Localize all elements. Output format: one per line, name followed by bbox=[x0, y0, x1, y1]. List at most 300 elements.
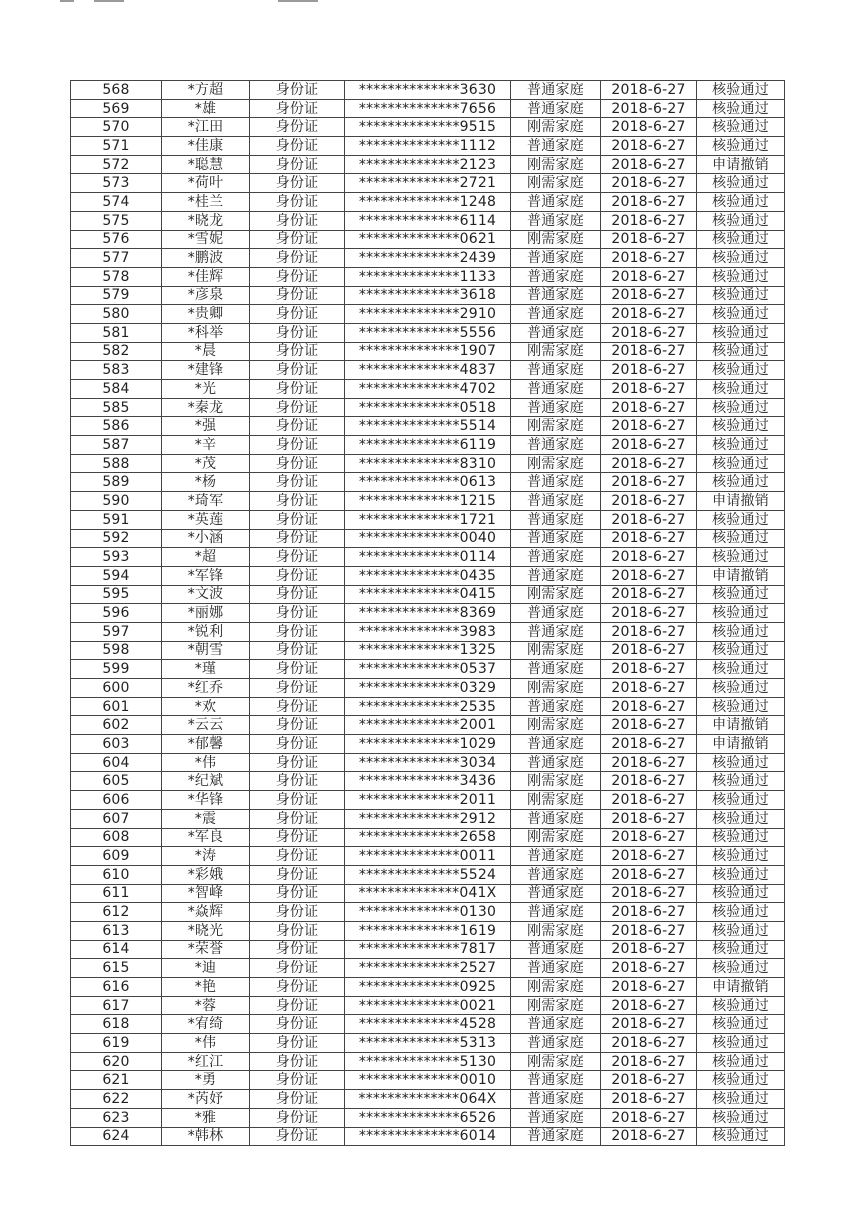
household-category-cell: 普通家庭 bbox=[511, 529, 601, 548]
id-number-cell: **************2721 bbox=[345, 174, 511, 193]
id-type-cell: 身份证 bbox=[250, 772, 345, 791]
id-type-cell: 身份证 bbox=[250, 940, 345, 959]
row-number-cell: 573 bbox=[71, 174, 162, 193]
applicant-name-cell: *伟 bbox=[162, 753, 250, 772]
status-cell: 申请撤销 bbox=[697, 735, 785, 754]
status-cell: 核验通过 bbox=[697, 249, 785, 268]
status-cell: 核验通过 bbox=[697, 305, 785, 324]
applicant-name-cell: *雄 bbox=[162, 99, 250, 118]
table-row bbox=[71, 884, 785, 903]
row-number-cell: 613 bbox=[71, 921, 162, 940]
status-cell: 核验通过 bbox=[697, 436, 785, 455]
table-row bbox=[71, 1108, 785, 1127]
household-category-cell: 普通家庭 bbox=[511, 1108, 601, 1127]
status-cell: 核验通过 bbox=[697, 585, 785, 604]
table-row bbox=[71, 436, 785, 455]
status-cell: 核验通过 bbox=[697, 865, 785, 884]
status-cell: 核验通过 bbox=[697, 791, 785, 810]
table-row bbox=[71, 772, 785, 791]
date-cell: 2018-6-27 bbox=[601, 772, 697, 791]
applicant-name-cell: *彩娥 bbox=[162, 865, 250, 884]
table-row bbox=[71, 81, 785, 100]
table-row bbox=[71, 679, 785, 698]
row-number-cell: 598 bbox=[71, 641, 162, 660]
household-category-cell: 刚需家庭 bbox=[511, 641, 601, 660]
applicant-name-cell: *建锋 bbox=[162, 361, 250, 380]
date-cell: 2018-6-27 bbox=[601, 940, 697, 959]
id-number-cell: **************0114 bbox=[345, 548, 511, 567]
household-category-cell: 普通家庭 bbox=[511, 809, 601, 828]
table-row bbox=[71, 118, 785, 137]
date-cell: 2018-6-27 bbox=[601, 99, 697, 118]
id-type-cell: 身份证 bbox=[250, 865, 345, 884]
id-number-cell: **************1133 bbox=[345, 267, 511, 286]
date-cell: 2018-6-27 bbox=[601, 622, 697, 641]
id-number-cell: **************1907 bbox=[345, 342, 511, 361]
status-cell: 核验通过 bbox=[697, 548, 785, 567]
id-number-cell: **************3436 bbox=[345, 772, 511, 791]
date-cell: 2018-6-27 bbox=[601, 847, 697, 866]
row-number-cell: 577 bbox=[71, 249, 162, 268]
household-category-cell: 普通家庭 bbox=[511, 1034, 601, 1053]
date-cell: 2018-6-27 bbox=[601, 1071, 697, 1090]
row-number-cell: 604 bbox=[71, 753, 162, 772]
household-category-cell: 普通家庭 bbox=[511, 1071, 601, 1090]
date-cell: 2018-6-27 bbox=[601, 155, 697, 174]
status-cell: 核验通过 bbox=[697, 193, 785, 212]
date-cell: 2018-6-27 bbox=[601, 548, 697, 567]
date-cell: 2018-6-27 bbox=[601, 473, 697, 492]
id-type-cell: 身份证 bbox=[250, 1034, 345, 1053]
row-number-cell: 571 bbox=[71, 137, 162, 156]
row-number-cell: 615 bbox=[71, 959, 162, 978]
applicant-name-cell: *红江 bbox=[162, 1052, 250, 1071]
table-row bbox=[71, 1090, 785, 1109]
table-row bbox=[71, 697, 785, 716]
table-row bbox=[71, 809, 785, 828]
table-row bbox=[71, 921, 785, 940]
date-cell: 2018-6-27 bbox=[601, 753, 697, 772]
household-category-cell: 刚需家庭 bbox=[511, 585, 601, 604]
applicant-name-cell: *欢 bbox=[162, 697, 250, 716]
date-cell: 2018-6-27 bbox=[601, 903, 697, 922]
applicant-name-cell: *晓龙 bbox=[162, 211, 250, 230]
status-cell: 核验通过 bbox=[697, 417, 785, 436]
applicant-name-cell: *方超 bbox=[162, 81, 250, 100]
id-number-cell: **************2535 bbox=[345, 697, 511, 716]
id-type-cell: 身份证 bbox=[250, 735, 345, 754]
table-row bbox=[71, 716, 785, 735]
household-category-cell: 普通家庭 bbox=[511, 735, 601, 754]
applicant-name-cell: *彦泉 bbox=[162, 286, 250, 305]
household-category-cell: 普通家庭 bbox=[511, 697, 601, 716]
status-cell: 核验通过 bbox=[697, 903, 785, 922]
table-row bbox=[71, 323, 785, 342]
row-number-cell: 594 bbox=[71, 566, 162, 585]
row-number-cell: 611 bbox=[71, 884, 162, 903]
id-type-cell: 身份证 bbox=[250, 828, 345, 847]
id-number-cell: **************1619 bbox=[345, 921, 511, 940]
status-cell: 核验通过 bbox=[697, 809, 785, 828]
id-type-cell: 身份证 bbox=[250, 361, 345, 380]
date-cell: 2018-6-27 bbox=[601, 211, 697, 230]
household-category-cell: 普通家庭 bbox=[511, 361, 601, 380]
date-cell: 2018-6-27 bbox=[601, 809, 697, 828]
row-number-cell: 586 bbox=[71, 417, 162, 436]
id-type-cell: 身份证 bbox=[250, 99, 345, 118]
status-cell: 核验通过 bbox=[697, 323, 785, 342]
row-number-cell: 585 bbox=[71, 398, 162, 417]
applicant-name-cell: *雅 bbox=[162, 1108, 250, 1127]
id-type-cell: 身份证 bbox=[250, 174, 345, 193]
id-number-cell: **************1721 bbox=[345, 510, 511, 529]
status-cell: 核验通过 bbox=[697, 267, 785, 286]
id-number-cell: **************2658 bbox=[345, 828, 511, 847]
date-cell: 2018-6-27 bbox=[601, 137, 697, 156]
row-number-cell: 619 bbox=[71, 1034, 162, 1053]
household-category-cell: 刚需家庭 bbox=[511, 118, 601, 137]
row-number-cell: 605 bbox=[71, 772, 162, 791]
applicant-name-cell: *荷叶 bbox=[162, 174, 250, 193]
status-cell: 核验通过 bbox=[697, 641, 785, 660]
id-number-cell: **************0613 bbox=[345, 473, 511, 492]
id-type-cell: 身份证 bbox=[250, 342, 345, 361]
table-row bbox=[71, 473, 785, 492]
date-cell: 2018-6-27 bbox=[601, 323, 697, 342]
household-category-cell: 普通家庭 bbox=[511, 959, 601, 978]
id-number-cell: **************5130 bbox=[345, 1052, 511, 1071]
date-cell: 2018-6-27 bbox=[601, 978, 697, 997]
table-row bbox=[71, 548, 785, 567]
row-number-cell: 601 bbox=[71, 697, 162, 716]
id-type-cell: 身份证 bbox=[250, 585, 345, 604]
id-number-cell: **************041X bbox=[345, 884, 511, 903]
table-row bbox=[71, 529, 785, 548]
row-number-cell: 614 bbox=[71, 940, 162, 959]
row-number-cell: 623 bbox=[71, 1108, 162, 1127]
status-cell: 核验通过 bbox=[697, 137, 785, 156]
id-number-cell: **************1029 bbox=[345, 735, 511, 754]
status-cell: 核验通过 bbox=[697, 1127, 785, 1146]
row-number-cell: 624 bbox=[71, 1127, 162, 1146]
row-number-cell: 597 bbox=[71, 622, 162, 641]
table-row bbox=[71, 137, 785, 156]
row-number-cell: 599 bbox=[71, 660, 162, 679]
applicant-name-cell: *强 bbox=[162, 417, 250, 436]
date-cell: 2018-6-27 bbox=[601, 697, 697, 716]
status-cell: 申请撤销 bbox=[697, 155, 785, 174]
household-category-cell: 普通家庭 bbox=[511, 622, 601, 641]
row-number-cell: 587 bbox=[71, 436, 162, 455]
row-number-cell: 581 bbox=[71, 323, 162, 342]
table-row bbox=[71, 1071, 785, 1090]
date-cell: 2018-6-27 bbox=[601, 1015, 697, 1034]
row-number-cell: 617 bbox=[71, 996, 162, 1015]
table-row bbox=[71, 454, 785, 473]
household-category-cell: 普通家庭 bbox=[511, 249, 601, 268]
table-row bbox=[71, 211, 785, 230]
id-type-cell: 身份证 bbox=[250, 155, 345, 174]
id-type-cell: 身份证 bbox=[250, 211, 345, 230]
date-cell: 2018-6-27 bbox=[601, 380, 697, 399]
applicant-name-cell: *辛 bbox=[162, 436, 250, 455]
id-number-cell: **************6114 bbox=[345, 211, 511, 230]
household-category-cell: 普通家庭 bbox=[511, 193, 601, 212]
id-type-cell: 身份证 bbox=[250, 679, 345, 698]
id-type-cell: 身份证 bbox=[250, 417, 345, 436]
table-row bbox=[71, 735, 785, 754]
household-category-cell: 普通家庭 bbox=[511, 548, 601, 567]
household-category-cell: 普通家庭 bbox=[511, 903, 601, 922]
table-row bbox=[71, 959, 785, 978]
status-cell: 核验通过 bbox=[697, 847, 785, 866]
id-number-cell: **************7656 bbox=[345, 99, 511, 118]
household-category-cell: 普通家庭 bbox=[511, 940, 601, 959]
applicant-name-cell: *蓉 bbox=[162, 996, 250, 1015]
id-type-cell: 身份证 bbox=[250, 978, 345, 997]
id-type-cell: 身份证 bbox=[250, 1090, 345, 1109]
applicant-name-cell: *琦军 bbox=[162, 492, 250, 511]
table-row bbox=[71, 417, 785, 436]
id-type-cell: 身份证 bbox=[250, 1071, 345, 1090]
date-cell: 2018-6-27 bbox=[601, 529, 697, 548]
id-number-cell: **************1248 bbox=[345, 193, 511, 212]
id-type-cell: 身份证 bbox=[250, 492, 345, 511]
id-number-cell: **************0925 bbox=[345, 978, 511, 997]
household-category-cell: 普通家庭 bbox=[511, 1015, 601, 1034]
id-type-cell: 身份证 bbox=[250, 903, 345, 922]
date-cell: 2018-6-27 bbox=[601, 361, 697, 380]
id-number-cell: **************2123 bbox=[345, 155, 511, 174]
status-cell: 核验通过 bbox=[697, 99, 785, 118]
applicant-name-cell: *纪斌 bbox=[162, 772, 250, 791]
id-number-cell: **************064X bbox=[345, 1090, 511, 1109]
table-row bbox=[71, 865, 785, 884]
row-number-cell: 620 bbox=[71, 1052, 162, 1071]
table-row bbox=[71, 230, 785, 249]
date-cell: 2018-6-27 bbox=[601, 828, 697, 847]
date-cell: 2018-6-27 bbox=[601, 305, 697, 324]
table-row bbox=[71, 1052, 785, 1071]
date-cell: 2018-6-27 bbox=[601, 398, 697, 417]
status-cell: 核验通过 bbox=[697, 1071, 785, 1090]
row-number-cell: 580 bbox=[71, 305, 162, 324]
id-number-cell: **************0518 bbox=[345, 398, 511, 417]
date-cell: 2018-6-27 bbox=[601, 660, 697, 679]
household-category-cell: 普通家庭 bbox=[511, 1090, 601, 1109]
applicant-name-cell: *小涵 bbox=[162, 529, 250, 548]
row-number-cell: 616 bbox=[71, 978, 162, 997]
date-cell: 2018-6-27 bbox=[601, 342, 697, 361]
household-category-cell: 刚需家庭 bbox=[511, 155, 601, 174]
id-type-cell: 身份证 bbox=[250, 529, 345, 548]
table-row bbox=[71, 174, 785, 193]
status-cell: 核验通过 bbox=[697, 772, 785, 791]
table-row bbox=[71, 1127, 785, 1146]
id-number-cell: **************0537 bbox=[345, 660, 511, 679]
status-cell: 核验通过 bbox=[697, 884, 785, 903]
status-cell: 核验通过 bbox=[697, 921, 785, 940]
id-number-cell: **************1325 bbox=[345, 641, 511, 660]
records-table-body bbox=[71, 81, 785, 1146]
household-category-cell: 普通家庭 bbox=[511, 884, 601, 903]
date-cell: 2018-6-27 bbox=[601, 1108, 697, 1127]
id-number-cell: **************3034 bbox=[345, 753, 511, 772]
household-category-cell: 普通家庭 bbox=[511, 510, 601, 529]
household-category-cell: 刚需家庭 bbox=[511, 791, 601, 810]
applicant-name-cell: *科举 bbox=[162, 323, 250, 342]
id-number-cell: **************2439 bbox=[345, 249, 511, 268]
id-type-cell: 身份证 bbox=[250, 1052, 345, 1071]
table-row bbox=[71, 828, 785, 847]
id-number-cell: **************2011 bbox=[345, 791, 511, 810]
id-number-cell: **************8310 bbox=[345, 454, 511, 473]
status-cell: 核验通过 bbox=[697, 1034, 785, 1053]
applicant-name-cell: *瑾 bbox=[162, 660, 250, 679]
household-category-cell: 普通家庭 bbox=[511, 380, 601, 399]
status-cell: 核验通过 bbox=[697, 940, 785, 959]
id-type-cell: 身份证 bbox=[250, 1127, 345, 1146]
date-cell: 2018-6-27 bbox=[601, 679, 697, 698]
row-number-cell: 609 bbox=[71, 847, 162, 866]
id-type-cell: 身份证 bbox=[250, 753, 345, 772]
row-number-cell: 589 bbox=[71, 473, 162, 492]
household-category-cell: 普通家庭 bbox=[511, 398, 601, 417]
status-cell: 核验通过 bbox=[697, 174, 785, 193]
applicant-name-cell: *韩林 bbox=[162, 1127, 250, 1146]
table-row bbox=[71, 155, 785, 174]
id-number-cell: **************0021 bbox=[345, 996, 511, 1015]
status-cell: 核验通过 bbox=[697, 230, 785, 249]
applicant-name-cell: *秦龙 bbox=[162, 398, 250, 417]
date-cell: 2018-6-27 bbox=[601, 884, 697, 903]
table-row bbox=[71, 193, 785, 212]
id-type-cell: 身份证 bbox=[250, 193, 345, 212]
date-cell: 2018-6-27 bbox=[601, 791, 697, 810]
applicant-name-cell: *军锋 bbox=[162, 566, 250, 585]
id-number-cell: **************3983 bbox=[345, 622, 511, 641]
id-type-cell: 身份证 bbox=[250, 622, 345, 641]
household-category-cell: 刚需家庭 bbox=[511, 679, 601, 698]
date-cell: 2018-6-27 bbox=[601, 193, 697, 212]
id-number-cell: **************1215 bbox=[345, 492, 511, 511]
date-cell: 2018-6-27 bbox=[601, 959, 697, 978]
row-number-cell: 606 bbox=[71, 791, 162, 810]
row-number-cell: 621 bbox=[71, 1071, 162, 1090]
household-category-cell: 刚需家庭 bbox=[511, 1052, 601, 1071]
status-cell: 核验通过 bbox=[697, 1108, 785, 1127]
status-cell: 核验通过 bbox=[697, 1090, 785, 1109]
date-cell: 2018-6-27 bbox=[601, 492, 697, 511]
id-type-cell: 身份证 bbox=[250, 137, 345, 156]
date-cell: 2018-6-27 bbox=[601, 174, 697, 193]
date-cell: 2018-6-27 bbox=[601, 249, 697, 268]
status-cell: 核验通过 bbox=[697, 529, 785, 548]
applicant-name-cell: *光 bbox=[162, 380, 250, 399]
row-number-cell: 608 bbox=[71, 828, 162, 847]
applicant-name-cell: *贵卿 bbox=[162, 305, 250, 324]
date-cell: 2018-6-27 bbox=[601, 510, 697, 529]
household-category-cell: 刚需家庭 bbox=[511, 996, 601, 1015]
id-type-cell: 身份证 bbox=[250, 847, 345, 866]
id-number-cell: **************6526 bbox=[345, 1108, 511, 1127]
household-category-cell: 普通家庭 bbox=[511, 1127, 601, 1146]
id-type-cell: 身份证 bbox=[250, 380, 345, 399]
id-type-cell: 身份证 bbox=[250, 641, 345, 660]
status-cell: 核验通过 bbox=[697, 380, 785, 399]
row-number-cell: 584 bbox=[71, 380, 162, 399]
id-number-cell: **************4528 bbox=[345, 1015, 511, 1034]
household-category-cell: 刚需家庭 bbox=[511, 454, 601, 473]
applicant-name-cell: *晨 bbox=[162, 342, 250, 361]
table-row bbox=[71, 249, 785, 268]
table-row bbox=[71, 585, 785, 604]
table-row bbox=[71, 1015, 785, 1034]
table-row bbox=[71, 267, 785, 286]
status-cell: 申请撤销 bbox=[697, 716, 785, 735]
id-number-cell: **************0415 bbox=[345, 585, 511, 604]
table-row bbox=[71, 753, 785, 772]
applicant-name-cell: *文波 bbox=[162, 585, 250, 604]
status-cell: 核验通过 bbox=[697, 473, 785, 492]
household-category-cell: 普通家庭 bbox=[511, 753, 601, 772]
id-type-cell: 身份证 bbox=[250, 996, 345, 1015]
date-cell: 2018-6-27 bbox=[601, 118, 697, 137]
date-cell: 2018-6-27 bbox=[601, 716, 697, 735]
id-number-cell: **************0011 bbox=[345, 847, 511, 866]
status-cell: 核验通过 bbox=[697, 753, 785, 772]
row-number-cell: 572 bbox=[71, 155, 162, 174]
id-number-cell: **************1112 bbox=[345, 137, 511, 156]
applicant-name-cell: *聪慧 bbox=[162, 155, 250, 174]
id-number-cell: **************0130 bbox=[345, 903, 511, 922]
row-number-cell: 600 bbox=[71, 679, 162, 698]
date-cell: 2018-6-27 bbox=[601, 81, 697, 100]
table-row bbox=[71, 99, 785, 118]
status-cell: 核验通过 bbox=[697, 361, 785, 380]
date-cell: 2018-6-27 bbox=[601, 267, 697, 286]
row-number-cell: 590 bbox=[71, 492, 162, 511]
table-row bbox=[71, 566, 785, 585]
date-cell: 2018-6-27 bbox=[601, 417, 697, 436]
table-row bbox=[71, 604, 785, 623]
row-number-cell: 596 bbox=[71, 604, 162, 623]
household-category-cell: 普通家庭 bbox=[511, 137, 601, 156]
row-number-cell: 610 bbox=[71, 865, 162, 884]
row-number-cell: 603 bbox=[71, 735, 162, 754]
applicant-name-cell: *智峰 bbox=[162, 884, 250, 903]
id-type-cell: 身份证 bbox=[250, 921, 345, 940]
id-type-cell: 身份证 bbox=[250, 510, 345, 529]
applicant-name-cell: *超 bbox=[162, 548, 250, 567]
id-number-cell: **************5556 bbox=[345, 323, 511, 342]
id-type-cell: 身份证 bbox=[250, 230, 345, 249]
date-cell: 2018-6-27 bbox=[601, 1127, 697, 1146]
date-cell: 2018-6-27 bbox=[601, 604, 697, 623]
id-number-cell: **************4702 bbox=[345, 380, 511, 399]
date-cell: 2018-6-27 bbox=[601, 996, 697, 1015]
household-category-cell: 刚需家庭 bbox=[511, 417, 601, 436]
row-number-cell: 574 bbox=[71, 193, 162, 212]
household-category-cell: 刚需家庭 bbox=[511, 230, 601, 249]
status-cell: 核验通过 bbox=[697, 342, 785, 361]
household-category-cell: 刚需家庭 bbox=[511, 716, 601, 735]
id-number-cell: **************6014 bbox=[345, 1127, 511, 1146]
table-row bbox=[71, 361, 785, 380]
date-cell: 2018-6-27 bbox=[601, 1034, 697, 1053]
id-type-cell: 身份证 bbox=[250, 436, 345, 455]
household-category-cell: 普通家庭 bbox=[511, 99, 601, 118]
